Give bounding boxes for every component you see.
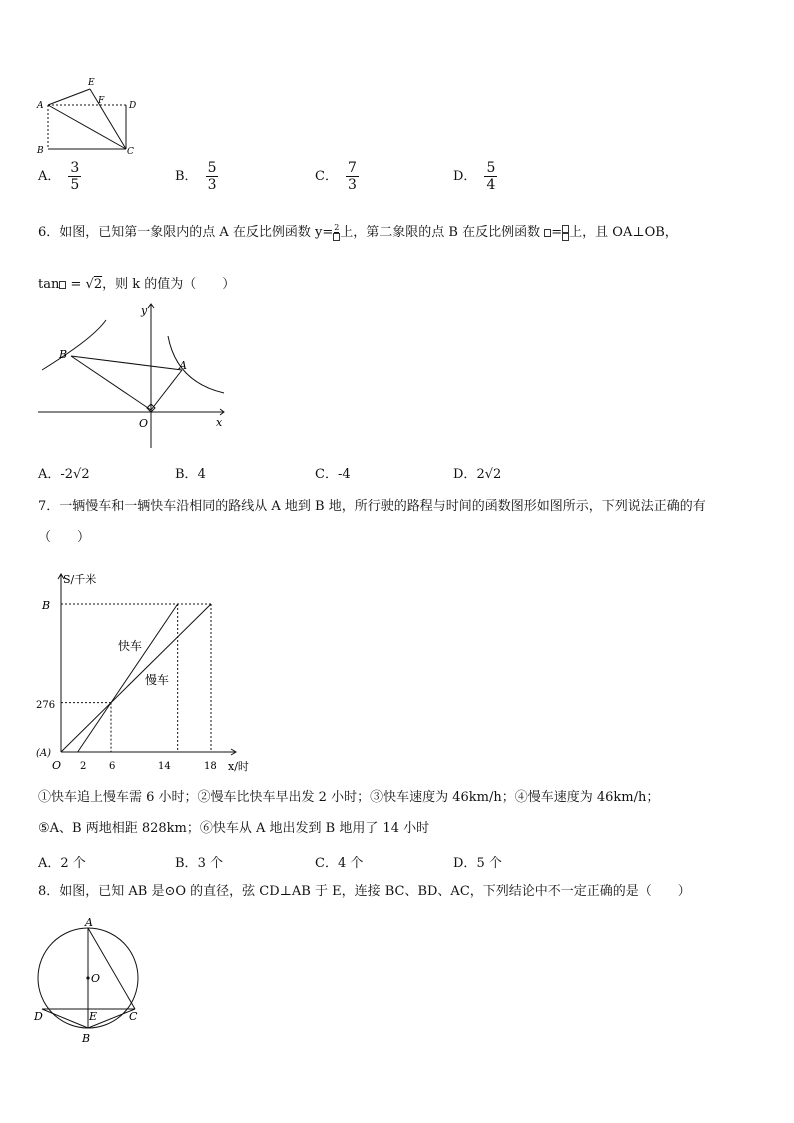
q7-ylabel: S/千米 bbox=[63, 573, 97, 586]
q6-label-a: A bbox=[179, 359, 187, 372]
q8-label-b: B bbox=[82, 1032, 91, 1045]
q5-option-b[interactable]: B． $\frac{5}{3}$ bbox=[175, 160, 217, 193]
q7-slow-label: 慢车 bbox=[145, 673, 170, 687]
q7-question-line1: 7．一辆慢车和一辆快车沿相同的路线从 A 地到 B 地，所行驶的路程与时间的函数图形如图所示，下列说法正确的有 bbox=[38, 499, 706, 514]
q8-label-e: E bbox=[89, 1010, 98, 1023]
q7-ytick-b: B bbox=[42, 599, 51, 612]
q7-series-slow bbox=[61, 604, 211, 752]
q8-label-o: O bbox=[91, 972, 101, 985]
q5-label-f: F bbox=[98, 96, 105, 106]
q5-label-b: B bbox=[37, 146, 44, 156]
q8-figure bbox=[32, 914, 144, 1046]
q7-ytick-276: 276 bbox=[36, 700, 56, 711]
q6-label-y: y bbox=[141, 304, 148, 317]
q8-label-d: D bbox=[34, 1010, 43, 1023]
q7-option-d[interactable]: D．5 个 bbox=[453, 856, 502, 871]
q6-option-c[interactable]: C．-4 bbox=[315, 467, 351, 482]
q6-option-a[interactable]: A．-2√2 bbox=[38, 467, 90, 482]
q5-option-a[interactable]: A． $\frac{3}{5}$ bbox=[38, 160, 80, 193]
q6-question-line1: 6．如图，已知第一象限内的点 A 在反比例函数 y= 2 上，第二象限的点 B 在反比例函数 = 上，且 OA⊥OB， bbox=[38, 223, 678, 240]
q5-label-d: D bbox=[129, 101, 137, 111]
q5-figure bbox=[32, 72, 142, 160]
q7-question-line2: （ ） bbox=[38, 530, 91, 545]
q5-label-e: E bbox=[88, 78, 95, 88]
q5-option-c[interactable]: C． $\frac{7}{3}$ bbox=[315, 160, 357, 193]
q7-fast-label: 快车 bbox=[118, 639, 143, 653]
q7-origin-a: (A) bbox=[36, 748, 52, 759]
q7-xtick-18: 18 bbox=[204, 761, 217, 772]
q7-xtick-6: 6 bbox=[109, 761, 116, 772]
q6-option-d[interactable]: D．2√2 bbox=[453, 467, 502, 482]
q7-origin-o: O bbox=[52, 759, 62, 772]
q5-label-c: C bbox=[127, 147, 134, 157]
q5-option-d[interactable]: D． $\frac{5}{4}$ bbox=[453, 160, 496, 193]
q8-question: 8．如图，已知 AB 是⊙O 的直径，弦 CD⊥AB 于 E，连接 BC、BD、AC，下列结论中不一定正确的是（ ） bbox=[38, 884, 691, 899]
q7-xlabel: x/时 bbox=[228, 760, 249, 773]
q8-label-a: A bbox=[85, 916, 93, 929]
q6-label-o: O bbox=[139, 417, 149, 430]
q6-figure bbox=[34, 298, 234, 450]
q6-question-line2: tan = √2，则 k 的值为（ ） bbox=[38, 277, 236, 292]
q7-option-c[interactable]: C．4 个 bbox=[315, 856, 364, 871]
q7-option-b[interactable]: B．3 个 bbox=[175, 856, 223, 871]
q7-chart bbox=[30, 566, 260, 780]
q6-label-b: B bbox=[59, 348, 68, 361]
q7-statements-line1: ①快车追上慢车需 6 小时；②慢车比快车早出发 2 小时；③快车速度为 46km/h；④慢车速度为 46km/h； bbox=[38, 790, 660, 805]
q6-option-b[interactable]: B．4 bbox=[175, 467, 206, 482]
q7-option-a[interactable]: A．2 个 bbox=[38, 856, 86, 871]
q5-label-a: A bbox=[37, 101, 44, 111]
q8-label-c: C bbox=[129, 1010, 138, 1023]
q7-statements-line2: ⑤A、B 两地相距 828km；⑥快车从 A 地出发到 B 地用了 14 小时 bbox=[38, 821, 430, 836]
q7-xtick-14: 14 bbox=[158, 761, 171, 772]
q6-label-x: x bbox=[216, 416, 223, 429]
q7-xtick-2: 2 bbox=[80, 761, 87, 772]
